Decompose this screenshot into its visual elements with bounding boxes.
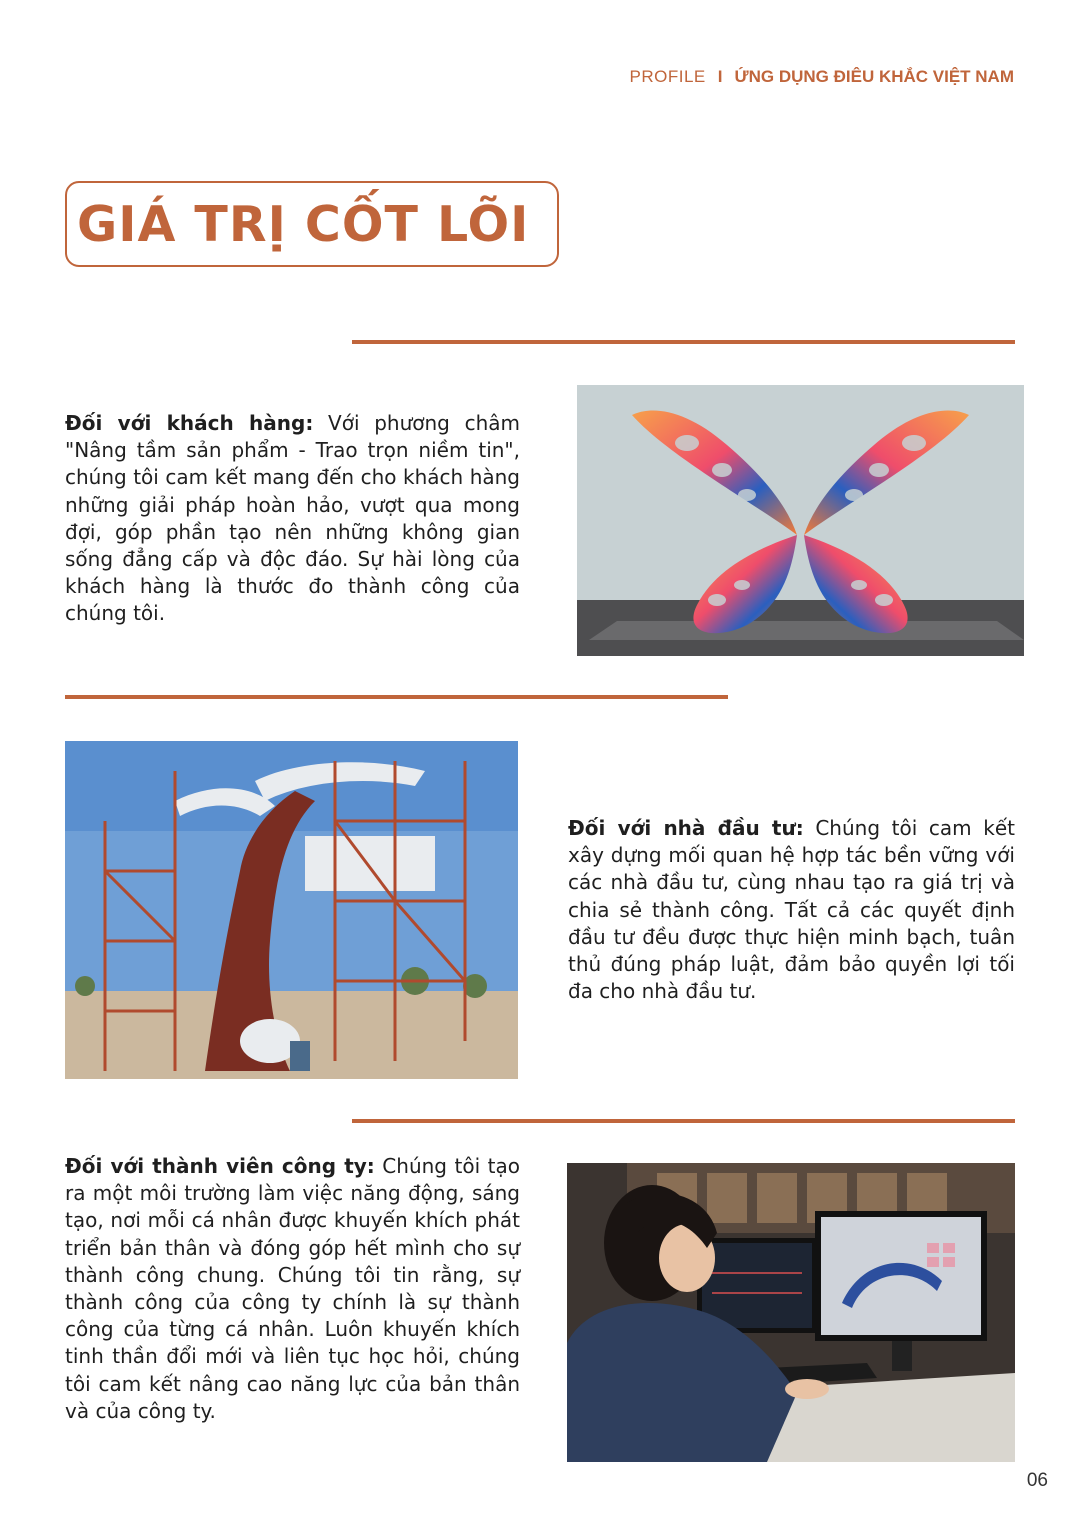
header-company-name: ỨNG DỤNG ĐIÊU KHẮC VIỆT NAM (734, 67, 1014, 86)
customer-paragraph (65, 410, 520, 628)
page-number: 06 (1026, 1470, 1048, 1491)
investor-text: Chúng tôi cam kết xây dựng mối quan hệ hợp tác bền vững với các nhà đầu tư, cùng nhau tạo ra giá trị và chia sẻ thành công. Tất cả các quyết định đầu tư đều được thực hiện minh bạch, tuân thủ đúng pháp luật, đảm bảo quyền lợi tối đa cho nhà đầu tư. (568, 816, 1015, 1004)
employee-paragraph (65, 1153, 520, 1425)
header-separator: I (717, 67, 723, 86)
employee-lead: Đối với thành viên công ty: (65, 1154, 375, 1178)
divider-rule-3 (352, 1119, 1015, 1123)
divider-rule-2 (65, 695, 728, 699)
customer-lead: Đối với khách hàng: (65, 411, 314, 435)
page-title: GIÁ TRỊ CỐT LÕI (77, 195, 530, 253)
page-header (630, 66, 1014, 88)
butterfly-sculpture-photo (577, 385, 1024, 656)
customer-text: Với phương châm "Nâng tầm sản phẩm - Trao trọn niềm tin", chúng tôi cam kết mang đến cho khách hàng những giải pháp hoàn hảo, vượt qua mong đợi, góp phần tạo nên những không gian sống đẳng cấp và độc đáo. Sự hài lòng của khách hàng là thước đo thành công của chúng tôi. (65, 411, 520, 626)
section-title-box (65, 181, 559, 267)
investor-lead: Đối với nhà đầu tư: (568, 816, 804, 840)
employee-text: Chúng tôi tạo ra một môi trường làm việc năng động, sáng tạo, nơi mỗi cá nhân được khuyến khích phát triển bản thân và đóng góp hết mình cho sự thành công chung. Chúng tôi tin rằng, sự thành công của công ty chính là sự thành công của từng cá nhân. Luôn khuyến khích tinh thần đổi mới và liên tục học hỏi, chúng tôi cam kết nâng cao năng lực của bản thân và của công ty. (65, 1154, 520, 1423)
divider-rule-1 (352, 340, 1015, 344)
construction-sculpture-photo (65, 741, 518, 1079)
investor-paragraph (568, 815, 1015, 1005)
employee-workstation-photo (567, 1163, 1015, 1462)
header-profile-label: PROFILE (629, 67, 706, 86)
